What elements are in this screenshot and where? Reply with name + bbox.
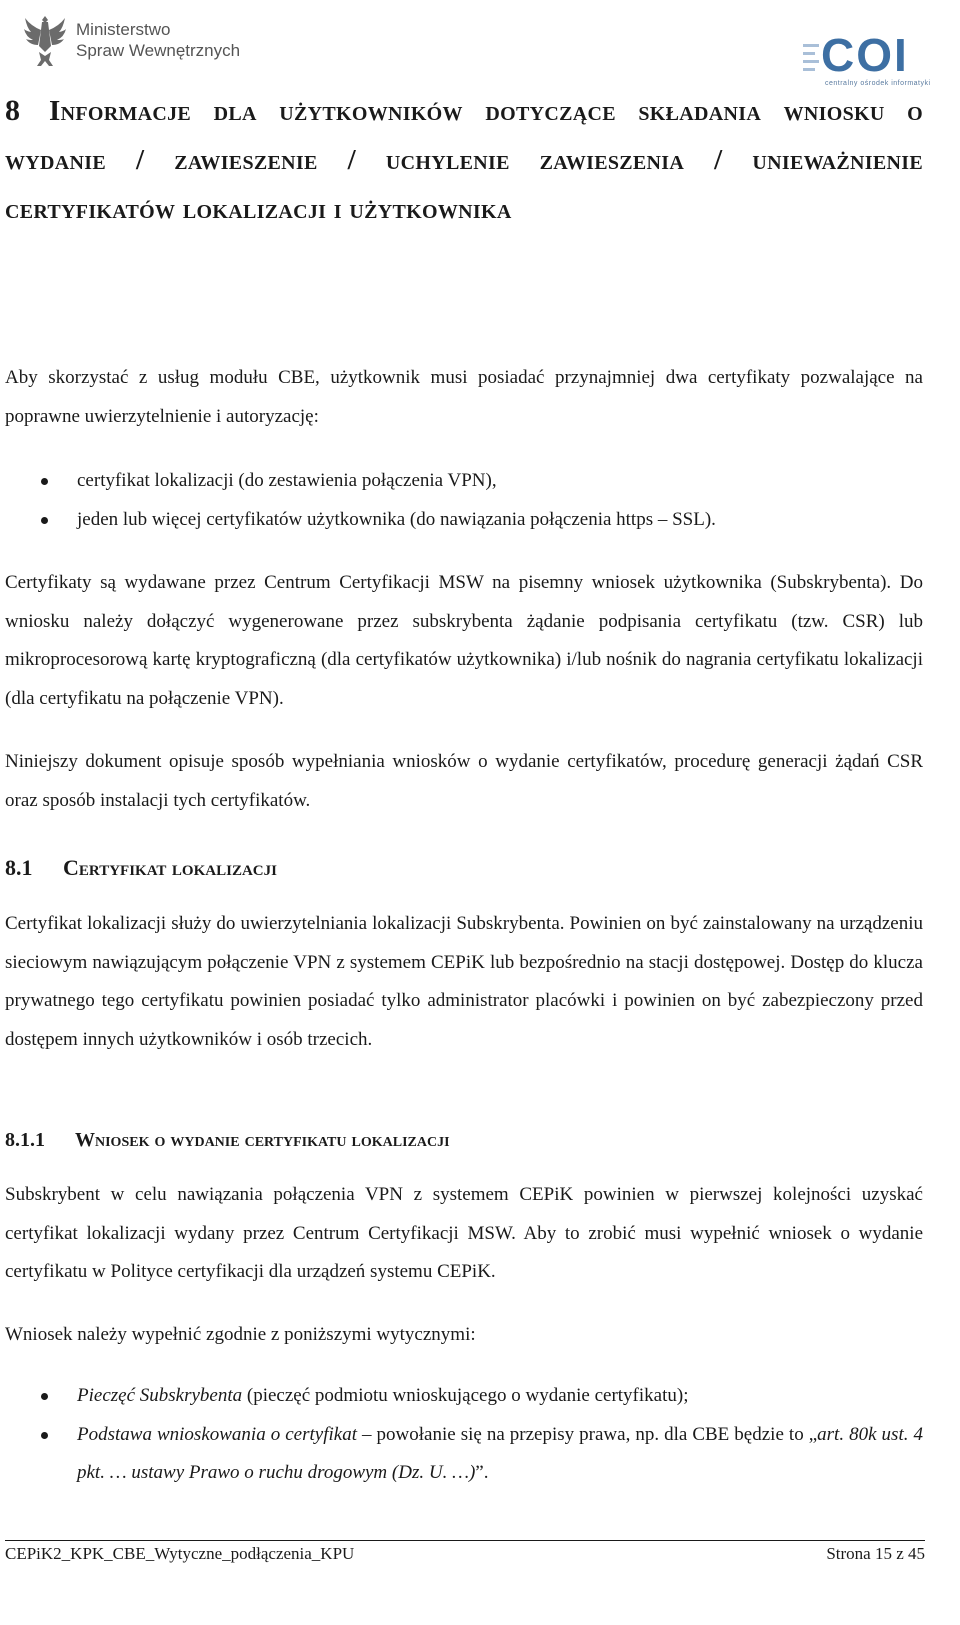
list-item: [5, 1416, 923, 1493]
coi-logo-letters: COI: [821, 29, 909, 81]
bullet-icon: [41, 517, 48, 524]
citation-close: ”.: [475, 1462, 489, 1483]
field-description: (pieczęć podmiotu wnioskującego o wydanie certyfikatu);: [242, 1385, 689, 1406]
chapter-heading: [5, 86, 923, 234]
footer-divider: [5, 1540, 925, 1541]
section-heading-8-1: [5, 853, 923, 883]
bullet-icon: [41, 1393, 48, 1400]
field-name: Pieczęć Subskrybenta: [77, 1385, 243, 1406]
section-number: 8.1.1: [5, 1129, 45, 1151]
eagle-emblem-icon: [22, 12, 68, 68]
list-item: [5, 501, 923, 540]
bullet-icon: [41, 478, 48, 485]
issuance-paragraph: Certyfikaty są wydawane przez Centrum Certyfikacji MSW na pisemny wniosek użytkownika (Subskrybenta). Do wniosku należy dołączyć wygenerowane przez subskrybenta żądanie podpisania certyfikatu (tzw. CSR) lub mikroprocesorową kartę kryptograficzną (dla certyfikatów użytkownika) i/lub nośnik do nagrania certyfikatu lokalizacji (dla certyfikatu na połączenie VPN).: [5, 572, 923, 709]
coi-logo-subtext: centralny ośrodek informatyki: [825, 80, 931, 87]
coi-logo: [803, 30, 938, 90]
certificate-types-list: [5, 462, 923, 539]
vpn-request-paragraph: Subskrybent w celu nawiązania połączenia VPN z systemem CEPiK powinien w pierwszej kolejności uzyskać certyfikat lokalizacji wydany przez Centrum Certyfikacji MSW. Aby to zrobić musi wypełnić wniosek o wydanie certyfikatu w Polityce certyfikacji dla urządzeń systemu CEPiK.: [5, 1184, 923, 1282]
location-certificate-paragraph: Certyfikat lokalizacji służy do uwierzytelniania lokalizacji Subskrybenta. Powinien on być zainstalowany na urządzeniu sieciowym nawiązującym połączenie VPN z systemem CEPiK lub bezpośrednio na stacji dostępowej. Dostęp do klucza prywatnego tego certyfikatu powinien posiadać tylko administrator placówki i powinien on być zabezpieczony przed dostępem innych użytkowników i osób trzecich.: [5, 913, 923, 1050]
chapter-number: 8: [5, 94, 21, 127]
legal-citation: art. 80k ust. 4 pkt. … ustawy Prawo o ruchu drogowym (Dz. U. …): [77, 1423, 923, 1483]
footer-page-number: Strona 15 z 45: [826, 1544, 925, 1563]
guidelines-intro-paragraph: Wniosek należy wypełnić zgodnie z poniższymi wytycznymi:: [5, 1324, 476, 1345]
section-heading-8-1-1: [5, 1125, 923, 1155]
field-description: – powołanie się na przepisy prawa, np. dla CBE będzie to „: [356, 1423, 818, 1445]
ministry-name-line2: Spraw Wewnętrznych: [76, 41, 241, 60]
section-title: Wniosek o wydanie certyfikatu lokalizacji: [75, 1129, 450, 1151]
section-number: 8.1: [5, 855, 33, 880]
field-name: Podstawa wnioskowania o certyfikat: [77, 1423, 357, 1445]
guidelines-list: [5, 1377, 923, 1493]
ministry-logo: [22, 12, 240, 68]
footer-document-name: CEPiK2_KPK_CBE_Wytyczne_podłączenia_KPU: [5, 1544, 355, 1563]
chapter-title: Informacje dla użytkowników dotyczące składania wniosku o wydanie / zawieszenie / uchylenie zawieszenia / unieważnienie certyfikatów lokalizacji i użytkownika: [5, 95, 923, 225]
bullet-icon: [41, 1432, 48, 1439]
list-item-text: jeden lub więcej certyfikatów użytkownika (do nawiązania połączenia https – SSL).: [77, 508, 716, 530]
list-item: [5, 1377, 923, 1416]
document-scope-paragraph: Niniejszy dokument opisuje sposób wypełniania wniosków o wydanie certyfikatów, procedurę generacji żądań CSR oraz sposób instalacji tych certyfikatów.: [5, 751, 923, 811]
list-item: [5, 462, 923, 501]
ministry-name: [76, 19, 240, 61]
section-title: Certyfikat lokalizacji: [63, 855, 277, 880]
list-item-text: certyfikat lokalizacji (do zestawienia połączenia VPN),: [77, 470, 497, 491]
intro-paragraph: Aby skorzystać z usług modułu CBE, użytkownik musi posiadać przynajmniej dwa certyfikaty pozwalające na poprawne uwierzytelnienie i autoryzację:: [5, 367, 923, 427]
ministry-name-line1: Ministerstwo: [76, 20, 171, 39]
